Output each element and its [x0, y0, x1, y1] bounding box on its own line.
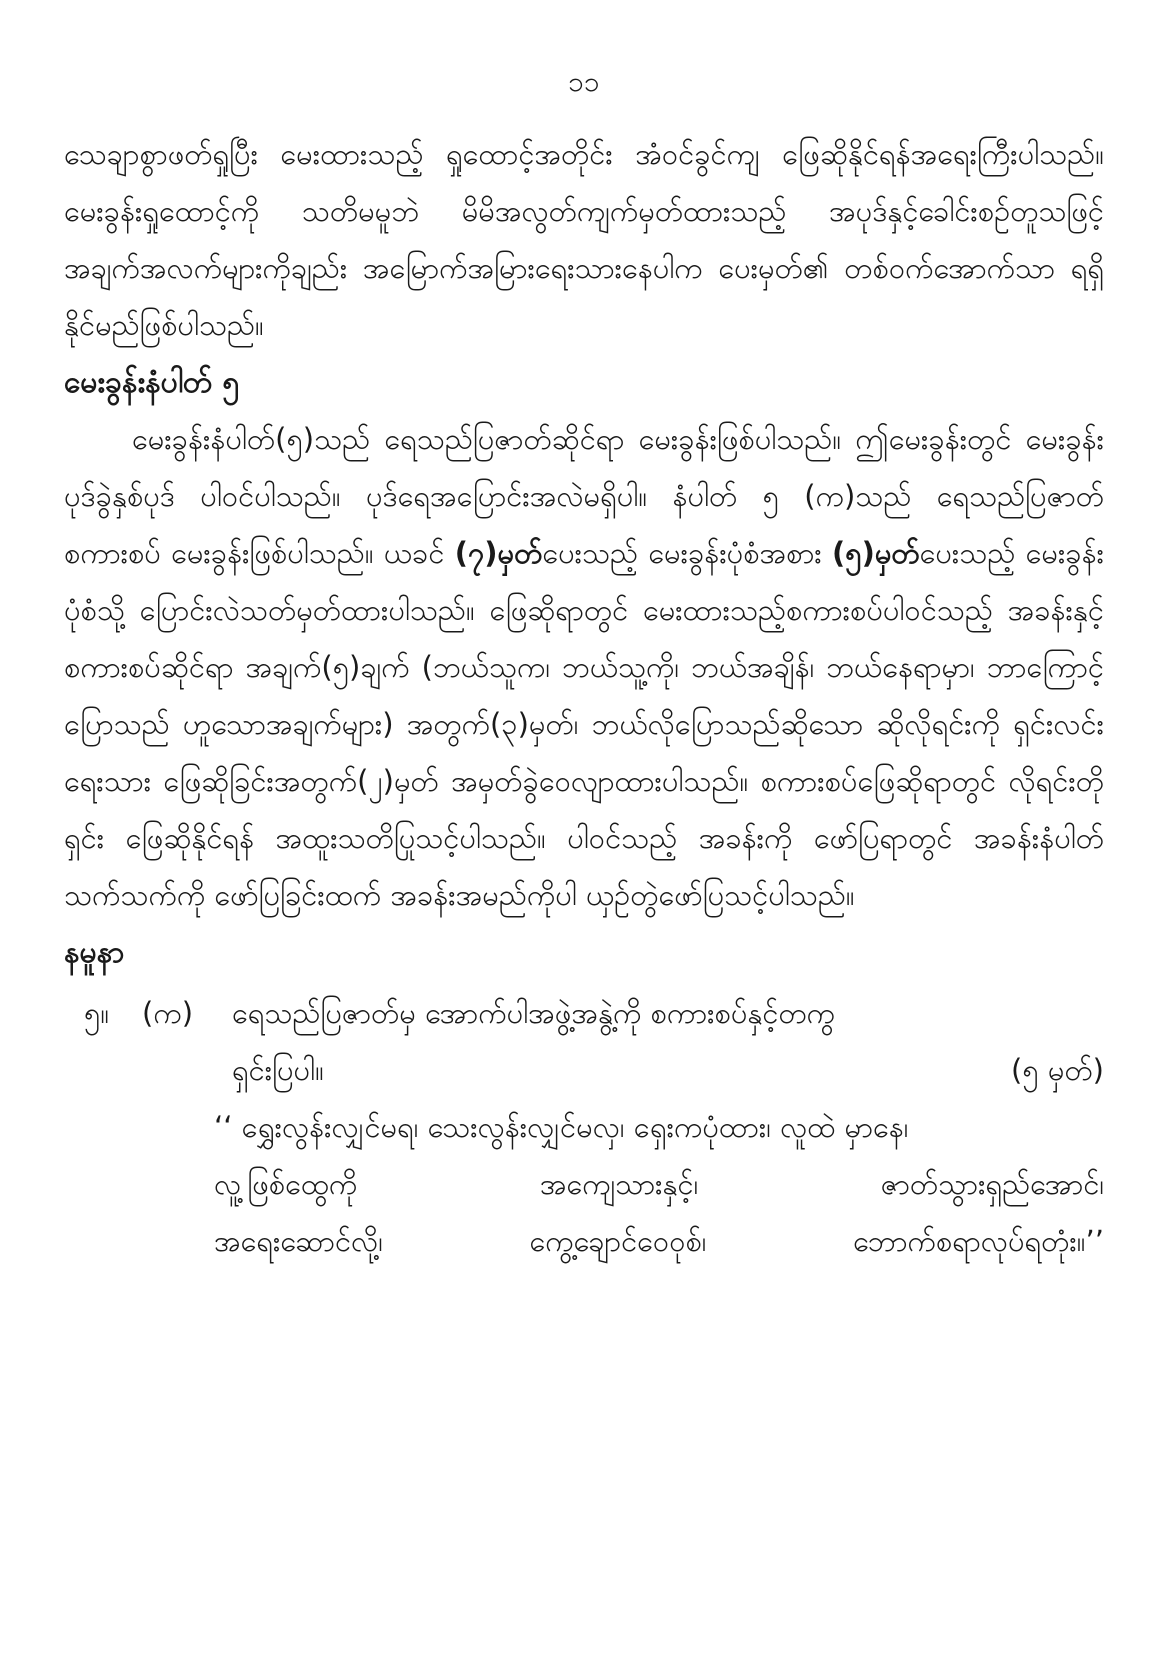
question-text-end: ရှင်းပြပါ။: [232, 1053, 324, 1087]
question-number: ၅။: [84, 996, 110, 1030]
question-text-line-1: ရေသည်ပြဇာတ်မှ အောက်ပါအဖွဲ့အနွဲ့ကို စကားစပ်နှင့်တကွ: [232, 996, 836, 1030]
sample-heading: နမူနာ: [64, 935, 125, 970]
quote-line-3: အရေးဆောင်လို့၊ ကွေ့ချောင်ဝေဝုစ်၊ ဘောက်စရာလုပ်ရတုံး။’’: [214, 1224, 1104, 1258]
verse-quote: [214, 1099, 1104, 1270]
marks-new-bold: (၅)မှတ်: [832, 536, 920, 570]
question-item: [64, 985, 1104, 1099]
question-marks: (၅ မှတ်): [1011, 1053, 1104, 1087]
question-letter: (က): [142, 996, 194, 1030]
section-paragraph-text-1: မေးခွန်းနံပါတ်(၅)သည် ရေသည်ပြဇာတ်ဆိုင်ရာ မေးခွန်းဖြစ်ပါသည်။ ဤမေးခွန်းတွင် မေးခွန်း ပုဒ်ခွဲနှစ်ပုဒ် ပါဝင်ပါသည်။ ပုဒ်ရေအပြောင်းအလဲမရှိပါ။ နံပါတ် ၅ (က)သည် ရေသည်ပြဇာတ် စကားစပ် မေးခွန်းဖြစ်ပါသည်။ ယခင်: [64, 422, 1104, 570]
quote-line-2: လူ့ဖြစ်ထွေကို အကျေသားနှင့်၊ ဇာတ်သွားရှည်အောင်၊: [214, 1167, 1104, 1201]
intro-paragraph: သေချာစွာဖတ်ရှုပြီး မေးထားသည့် ရှုထောင့်အတိုင်း အံ၀င်ခွင်ကျ ဖြေဆိုနိုင်ရန်အရေးကြီးပါသည်။ မေးခွန်းရှုထောင့်ကို သတိမမူဘဲ မိမိအလွတ်ကျက်မှတ်ထားသည့် အပုဒ်နှင့်ခေါင်းစဉ်တူသဖြင့် အချက်အလက်များကိုချည်း အမြောက်အမြားရေးသားနေပါက ပေးမှတ်၏ တစ်ဝက်အောက်သာ ရရှိနိုင်မည်ဖြစ်ပါသည်။: [64, 137, 1104, 342]
marks-old-bold: (၇)မှတ်: [454, 536, 543, 570]
question-body: [232, 985, 1104, 1099]
section-heading: မေးခွန်းနံပါတ် ၅: [64, 365, 240, 400]
page-number: ၁၁: [568, 65, 600, 98]
quote-line-1: ‘‘ ရွှေးလွန်းလျှင်မရ၊ သေးလွန်းလျှင်မလှ၊ ရှေးကပုံထား၊ လူထဲ မှာနေ၊: [214, 1110, 909, 1144]
question-text-line-2: [232, 1042, 1104, 1099]
section-paragraph-text-2: ပေးသည့် မေးခွန်းပုံစံအစား: [542, 536, 833, 570]
book-page: [64, 60, 1104, 1270]
section-paragraph-text-3: ပေးသည့် မေးခွန်းပုံစံသို့ ပြောင်းလဲသတ်မှတ်ထားပါသည်။ ဖြေဆိုရာတွင် မေးထားသည့်စကားစပ်ပါဝင်သည့် အခန်းနှင့် စကားစပ်ဆိုင်ရာ အချက်(၅)ချက် (ဘယ်သူက၊ ဘယ်သူ့ကို၊ ဘယ်အချိန်၊ ဘယ်နေရာမှာ၊ ဘာကြောင့်ပြောသည် ဟူသောအချက်များ) အတွက်(၃)မှတ်၊ ဘယ်လိုပြောသည်ဆိုသော ဆိုလိုရင်းကို ရှင်းလင်းရေးသား ဖြေဆိုခြင်းအတွက်(၂)မှတ် အမှတ်ခွဲဝေလျာထားပါသည်။ စကားစပ်ဖြေဆိုရာတွင် လိုရင်းတိုရှင်း ဖြေဆိုနိုင်ရန် အထူးသတိပြုသင့်ပါသည်။ ပါဝင်သည့် အခန်းကို ဖော်ပြရာတွင် အခန်းနံပါတ် သက်သက်ကို ဖော်ပြခြင်းထက် အခန်းအမည်ကိုပါ ယှဉ်တွဲဖော်ပြသင့်ပါသည်။: [64, 536, 1104, 912]
section-paragraph: [64, 411, 1104, 924]
